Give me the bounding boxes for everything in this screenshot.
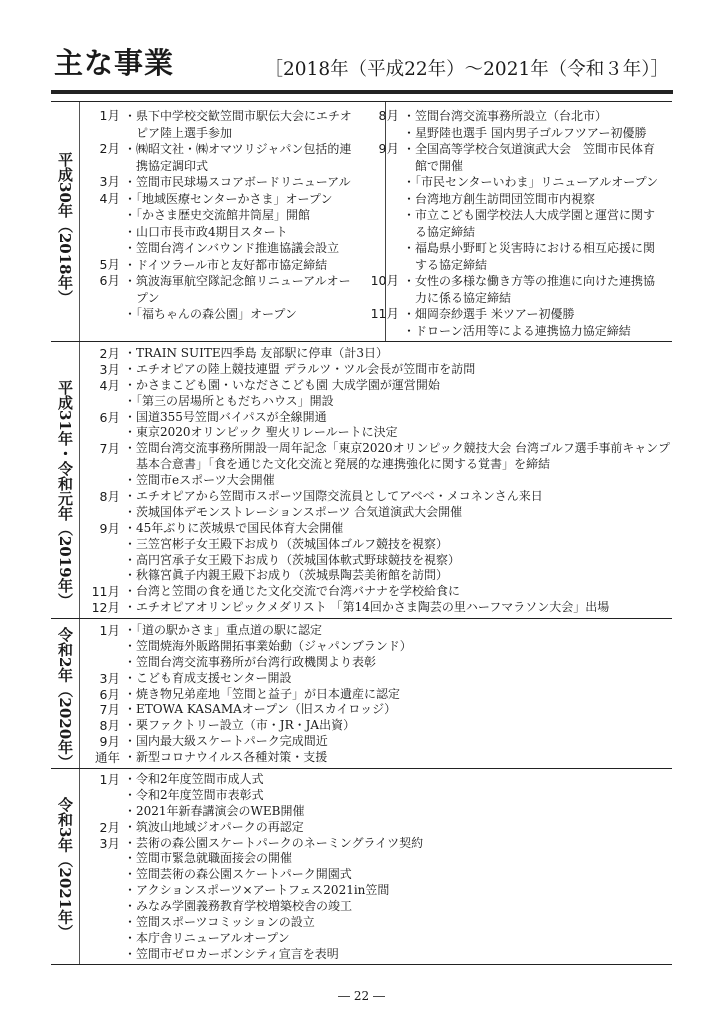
event-text: ・本庁舎リニューアルオープン: [124, 930, 290, 945]
section-2021: [51, 768, 672, 965]
event-row: [84, 702, 672, 718]
event-row: [84, 441, 672, 457]
event-column-left: [84, 108, 384, 323]
event-text: ・台湾と笠間の食を通じた文化交流で台湾バナナを学校給食に: [124, 584, 461, 599]
event-text: ・「地域医療センターかさま」オープン: [124, 191, 333, 206]
event-row: [84, 639, 672, 655]
era-label-cell: [51, 619, 80, 769]
event-text: ・「道の駅かさま」重点道の駅に認定: [124, 623, 323, 637]
event-text: ・筑波海軍航空隊記念館リニューアルオー: [124, 274, 351, 288]
event-text: ・焼き物兄弟産地「笠間と益子」が日本遺産に認定: [124, 686, 401, 701]
event-row: [84, 883, 672, 899]
event-row: [363, 323, 663, 340]
event-row: [84, 224, 384, 241]
event-month: 通年: [94, 750, 120, 766]
event-row: [84, 346, 672, 362]
event-row: [84, 457, 672, 473]
event-row: [84, 750, 672, 766]
event-text: ・「かさま歴史交流館井筒屋」開館: [124, 208, 311, 222]
event-text: ・笠間スポーツコミッションの設立: [124, 915, 315, 930]
event-row: [84, 836, 672, 852]
page-number: ― 22 ―: [338, 989, 385, 1003]
event-month: 2月: [99, 141, 120, 156]
event-row: [84, 734, 672, 750]
event-text: ・東京2020オリンピック 聖火リレールートに決定: [124, 425, 398, 440]
event-row: [84, 473, 672, 489]
event-text: ・福島県小野町と災害時における相互応援に関: [403, 241, 656, 255]
event-row: [363, 125, 663, 142]
event-row: [84, 804, 672, 820]
event-text: ・笠間台湾交流事務所開設一周年記念「東京2020オリンピック競技大会 台湾ゴルフ選手事前キャンプ: [124, 441, 670, 456]
event-row: [84, 553, 672, 569]
event-text: ・全国高等学校合気道演武大会 笠間市民体育: [403, 142, 656, 156]
event-row: [84, 174, 384, 191]
event-row: [84, 600, 672, 616]
event-text: ・「第三の居場所ともだちハウス」開設: [124, 393, 334, 408]
event-month: 9月: [99, 734, 120, 750]
event-row: [84, 851, 672, 867]
table-bottom-rule: [51, 964, 672, 965]
event-row: [84, 489, 672, 505]
header-rule: [51, 90, 673, 94]
event-text: ・市立こども園学校法人大成学園と運営に関す: [403, 208, 656, 222]
event-row: [363, 108, 663, 125]
event-text: ・笠間台湾交流事務所が台湾行政機関より表彰: [124, 654, 377, 669]
event-month: 7月: [99, 441, 120, 457]
event-row: [84, 772, 672, 788]
event-text: ・新型コロナウイルス各種対策・支援: [124, 750, 328, 765]
event-text: ・笠間芸術の森公園スケートパーク開園式: [124, 867, 352, 882]
event-row: [84, 931, 672, 947]
event-text: ・令和2年度笠間市表彰式: [124, 787, 264, 802]
event-row: [84, 584, 672, 600]
event-row: [84, 867, 672, 883]
event-text: ・三笠宮彬子女王殿下お成り（茨城国体ゴルフ競技を視察）: [124, 536, 449, 551]
section-2018: [51, 101, 672, 342]
event-text: ・高円宮承子女王殿下お成り（茨城国体軟式野球競技を視察）: [124, 552, 461, 567]
event-month: 2月: [99, 819, 120, 835]
event-row: [84, 820, 672, 836]
event-month: 2月: [99, 346, 120, 361]
event-month: 1月: [99, 623, 120, 638]
event-month: 8月: [99, 718, 120, 734]
event-row: [84, 947, 672, 963]
era-label-cell: [51, 342, 80, 619]
event-column: [84, 772, 672, 963]
event-month: 3月: [99, 174, 120, 189]
event-row: [84, 108, 384, 125]
event-row: [363, 174, 663, 191]
event-row: [363, 257, 663, 274]
event-month: 6月: [99, 273, 120, 288]
event-text: ・栗ファクトリー設立（市・JR・JA出資）: [124, 718, 356, 733]
event-text: ・笠間市ゼロカーボンシティ宣言を表明: [124, 946, 339, 961]
event-text: プン: [124, 290, 160, 305]
event-row: [84, 718, 672, 734]
event-month: 3月: [99, 835, 120, 851]
event-row: [84, 410, 672, 426]
event-month: 7月: [99, 702, 120, 718]
event-text: ・ETOWA KASAMAオープン（旧スカイロッジ）: [124, 702, 397, 717]
event-text: ・エチオピアオリンピックメダリスト 「第14回かさま陶芸の里ハーフマラソン大会」出場: [124, 600, 610, 615]
event-text: ・ドローン活用等による連携協力協定締結: [403, 323, 631, 338]
event-text: ・TRAIN SUITE四季島 友部駅に停車（計3日）: [124, 346, 389, 360]
event-row: [84, 537, 672, 553]
event-month: 6月: [99, 409, 120, 425]
event-row: [84, 788, 672, 804]
event-text: ・ドイツラール市と友好都市協定締結: [124, 257, 328, 272]
event-text: ・笠間市eスポーツ大会開催: [124, 473, 275, 488]
event-row: [84, 191, 384, 208]
event-row: [84, 273, 384, 290]
event-month: 10月: [370, 273, 399, 288]
event-text: ・こども育成支援センター開設: [124, 670, 292, 685]
event-row: [84, 425, 672, 441]
section-2019: [51, 341, 672, 619]
event-row: [84, 687, 672, 703]
event-month: 4月: [99, 190, 120, 206]
event-text: ・みなみ学園義務教育学校増築校舎の竣工: [124, 899, 353, 914]
event-text: ・筑波山地域ジオパークの再認定: [124, 819, 304, 834]
event-month: 3月: [99, 361, 120, 377]
event-text: ・国内最大級スケートパーク完成間近: [124, 734, 328, 749]
event-row: [84, 394, 672, 410]
event-row: [84, 306, 384, 323]
event-row: [84, 362, 672, 378]
event-row: [84, 899, 672, 915]
event-text: ・アクションスポーツ×アートフェス2021in笠間: [124, 883, 390, 898]
event-text: 力に係る協定締結: [403, 290, 512, 305]
event-month: 9月: [99, 520, 120, 536]
era-label-cell: [51, 769, 80, 965]
event-row: [84, 623, 672, 639]
event-text: ・芸術の森公園スケートパークのネーミングライツ契約: [124, 835, 424, 850]
event-text: ・県下中学校交歓笠間市駅伝大会にエチオ: [124, 109, 352, 123]
event-text: ・国道355号笠間バイパスが全線開通: [124, 409, 327, 424]
event-text: ・「福ちゃんの森公園」オープン: [124, 307, 297, 321]
event-row: [84, 125, 384, 142]
event-text: ・山口市長市政4期目スタート: [124, 224, 288, 239]
event-month: 8月: [99, 489, 120, 505]
era-label: 平成31年・令和元年（2019年）: [56, 380, 74, 608]
date-range-heading: ［2018年（平成22年）～2021年（令和３年）］: [264, 59, 669, 80]
event-text: ・茨城国体デモンストレーションスポーツ 合気道演武大会開催: [124, 504, 463, 519]
event-month: 11月: [91, 584, 120, 600]
event-row: [84, 141, 384, 158]
event-row: [363, 158, 663, 175]
event-column: [84, 623, 672, 766]
event-text: する協定締結: [403, 257, 488, 272]
event-text: 基本合意書」「食を通じた文化交流と発展的な連携強化に関する覚書」を締結: [124, 457, 551, 472]
event-month: 4月: [99, 377, 120, 393]
event-text: ・笠間市緊急就職面接会の開催: [124, 851, 293, 866]
event-text: ・畑岡奈紗選手 米ツアー初優勝: [403, 307, 575, 321]
event-row: [84, 568, 672, 584]
event-row: [363, 191, 663, 208]
event-text: ・笠間台湾交流事務所設立（台北市）: [403, 109, 608, 123]
event-row: [84, 521, 672, 537]
event-row: [84, 655, 672, 671]
event-text: 館で開催: [403, 158, 464, 173]
event-row: [363, 224, 663, 241]
event-month: 3月: [99, 670, 120, 686]
event-row: [363, 306, 663, 323]
event-text: ・令和2年度笠間市成人式: [124, 772, 264, 786]
event-text: る協定締結: [403, 224, 476, 239]
event-row: [84, 505, 672, 521]
event-row: [84, 671, 672, 687]
event-row: [84, 158, 384, 175]
event-row: [84, 240, 384, 257]
era-label-cell: [51, 102, 80, 342]
event-row: [363, 240, 663, 257]
event-row: [363, 141, 663, 158]
event-text: ・㈱昭文社・㈱オマツリジャパン包括的連: [124, 142, 352, 156]
event-row: [84, 290, 384, 307]
event-text: ・エチオピアから笠間市スポーツ国際交流員としてアベベ・メコネンさん来日: [124, 489, 543, 504]
event-text: ・エチオピアの陸上競技連盟 デラルツ・ツル会長が笠間市を訪問: [124, 361, 476, 376]
section-2020: [51, 618, 672, 769]
era-label: 令和3年（2021年）: [56, 797, 74, 940]
event-month: 9月: [378, 141, 399, 156]
event-text: ・台湾地方創生訪問団笠間市内視察: [403, 191, 596, 206]
event-row: [363, 290, 663, 307]
event-text: ・笠間台湾インバウンド推進協議会設立: [124, 241, 340, 255]
event-text: ・笠間焼海外販路開拓事業始動（ジャパンブランド）: [124, 638, 412, 653]
event-month: 12月: [91, 600, 120, 616]
event-month: 5月: [99, 256, 120, 272]
event-row: [84, 915, 672, 931]
event-month: 8月: [378, 108, 399, 123]
event-row: [84, 207, 384, 224]
era-label: 令和2年（2020年）: [56, 627, 74, 770]
event-column-right: [363, 108, 663, 339]
event-text: 携協定調印式: [124, 158, 209, 173]
event-text: ・かさまこども園・いなださこども園 大成学園が運営開始: [124, 377, 440, 392]
event-text: ・女性の多様な働き方等の推進に向けた連携協: [403, 274, 656, 288]
era-label: 平成30年（2018年）: [56, 152, 74, 305]
event-month: 1月: [99, 772, 120, 787]
event-text: ピア陸上選手参加: [124, 125, 233, 140]
event-text: ・2021年新春講演会のWEB開催: [124, 803, 305, 818]
event-month: 11月: [370, 306, 399, 321]
event-text: ・「市民センターいわま」リニューアルオープン: [403, 175, 659, 189]
page-title: 主な事業: [54, 46, 175, 80]
event-row: [84, 378, 672, 394]
event-text: ・笠間市民球場スコアボードリニューアル: [124, 175, 351, 189]
event-month: 6月: [99, 686, 120, 702]
event-column: [84, 346, 672, 616]
event-text: ・45年ぶりに茨城県で国民体育大会開催: [124, 520, 344, 535]
event-text: ・秋篠宮眞子内親王殿下お成り（茨城県陶芸美術館を訪問）: [124, 568, 449, 583]
event-row: [363, 273, 663, 290]
event-month: 1月: [99, 108, 120, 123]
event-text: ・星野陸也選手 国内男子ゴルフツアー初優勝: [403, 125, 647, 140]
event-row: [363, 207, 663, 224]
event-row: [84, 257, 384, 274]
